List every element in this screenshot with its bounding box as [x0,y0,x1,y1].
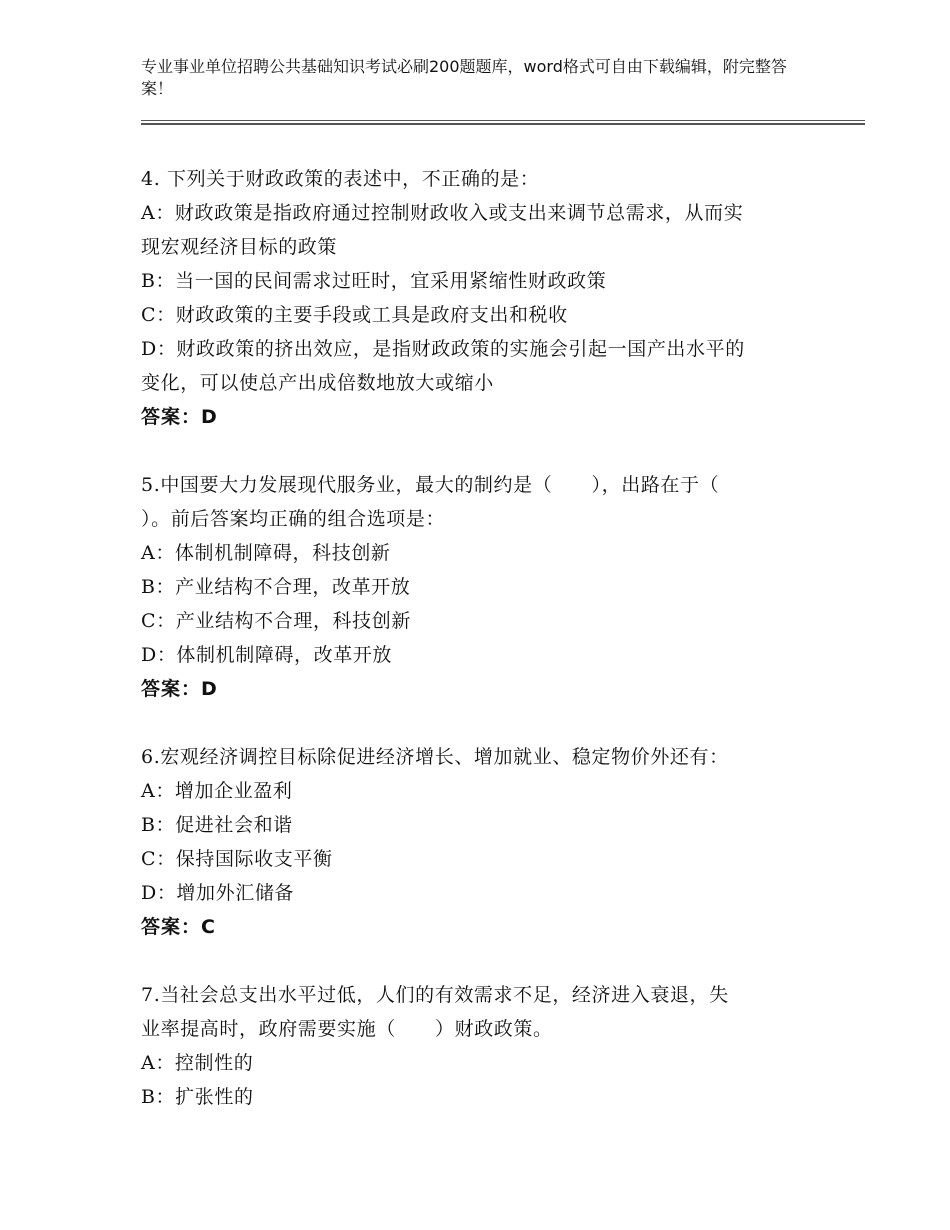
option-c: C：财政政策的主要手段或工具是政府支出和税收 [141,304,568,326]
question-5 [141,468,811,706]
answer-label: 答案：D [141,406,218,428]
question-stem-continued: ）。前后答案均正确的组合选项是： [141,508,446,530]
answer-label: 答案：D [141,678,218,700]
question-6 [141,740,811,944]
option-a: A：增加企业盈利 [141,780,293,802]
option-a: A：财政政策是指政府通过控制财政收入或支出来调节总需求，从而实 [141,202,744,224]
option-d: D：体制机制障碍，改革开放 [141,644,393,666]
question-stem: 7.当社会总支出水平过低，人们的有效需求不足，经济进入衰退，失 [141,984,729,1006]
question-4 [141,162,811,434]
question-list [141,162,811,1148]
answer-label: 答案：C [141,916,216,938]
option-a-continued: 现宏观经济目标的政策 [141,236,338,258]
option-b: B：当一国的民间需求过旺时，宜采用紧缩性财政政策 [141,270,607,292]
option-c: C：保持国际收支平衡 [141,848,333,870]
option-d: D：增加外汇储备 [141,882,295,904]
question-stem: 4. 下列关于财政政策的表述中，不正确的是： [141,168,540,190]
question-7 [141,978,811,1114]
option-d: D：财政政策的挤出效应，是指财政政策的实施会引起一国产出水平的 [141,338,745,360]
option-b: B：促进社会和谐 [141,814,293,836]
question-stem: 6.宏观经济调控目标除促进经济增长、增加就业、稳定物价外还有： [141,746,729,768]
question-stem: 5.中国要大力发展现代服务业，最大的制约是（ ），出路在于（ [141,474,720,496]
option-a: A：体制机制障碍，科技创新 [141,542,391,564]
option-b: B：扩张性的 [141,1086,254,1108]
option-d-continued: 变化，可以使总产出成倍数地放大或缩小 [141,372,494,394]
option-c: C：产业结构不合理，科技创新 [141,610,411,632]
question-stem-continued: 业率提高时，政府需要实施（ ）财政政策。 [141,1018,553,1040]
option-a: A：控制性的 [141,1052,254,1074]
header-divider [141,120,865,125]
page-header: 专业事业单位招聘公共基础知识考试必刷200题题库，word格式可自由下载编辑，附完整答案！ [141,57,787,98]
option-b: B：产业结构不合理，改革开放 [141,576,411,598]
